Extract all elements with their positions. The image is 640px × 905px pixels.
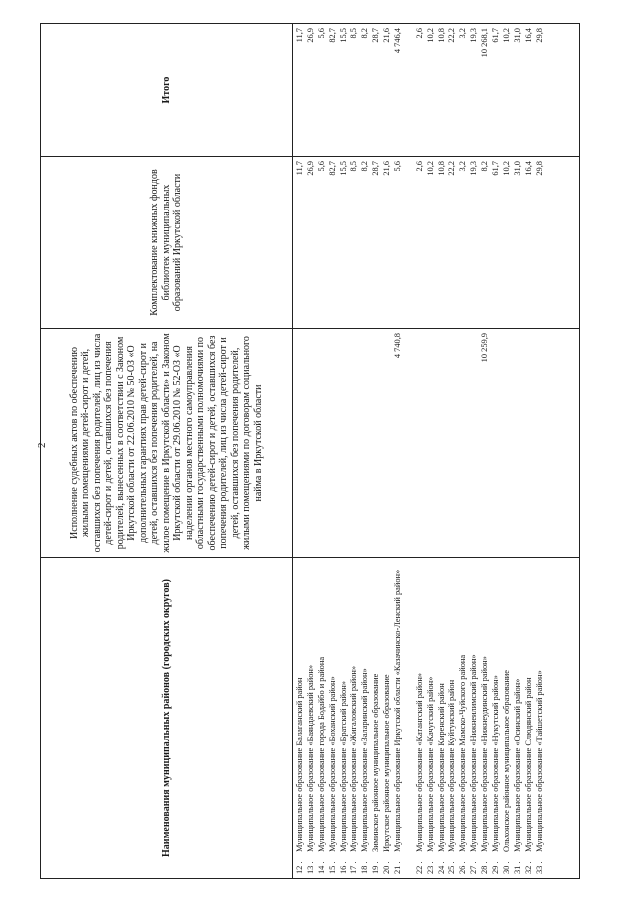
data-row [293,24,580,879]
book-funds-cell [513,161,524,324]
total-cell [513,28,524,152]
book-funds-cell [371,161,382,324]
total-value: 21,6 [382,28,392,43]
book-funds-cell [393,161,415,324]
total-cell [360,28,371,152]
book-funds-column [293,157,580,329]
row-number: 18 . [360,861,370,874]
municipality-name: Муниципальное образование «Нижнеилимский район» [469,654,479,852]
municipality-row [437,562,448,874]
municipality-name: Муниципальное образование «Качугский район» [425,676,435,852]
total-value: 8,5 [349,28,359,39]
municipality-row [317,562,328,874]
court-acts-cell [306,333,317,553]
book-funds-cell [437,161,448,324]
court-acts-value: 10 259,9 [480,333,490,363]
court-acts-cell [535,333,546,553]
court-acts-cell [295,333,306,553]
total-value: 19,3 [469,28,479,43]
municipality-name: Муниципальное образование Балаганский район [295,677,304,852]
row-number: 19 . [371,861,381,874]
court-acts-cell [426,333,437,553]
municipality-name: Муниципальное образование «Катангский район» [414,673,424,852]
municipality-row [491,562,502,874]
total-cell [469,28,480,152]
court-acts-cell [502,333,513,553]
row-number: 33 . [534,861,544,874]
court-acts-cell [480,333,491,553]
municipality-row [524,562,535,874]
book-funds-value: 28,7 [371,161,381,176]
book-funds-cell [535,161,546,324]
book-funds-cell [328,161,339,324]
book-funds-value: 22,2 [447,161,457,176]
book-funds-value: 82,7 [327,161,337,176]
book-funds-cell [415,161,426,324]
court-acts-cell [415,333,426,553]
municipality-row [349,562,360,874]
court-acts-cell [437,333,448,553]
municipality-row [513,562,524,874]
row-number: 15 . [327,861,337,874]
book-funds-cell [447,161,458,324]
court-acts-cell [393,333,415,553]
rotated-table-area [40,24,580,879]
court-acts-cell [317,333,328,553]
book-funds-cell [480,161,491,324]
total-cell [317,28,328,152]
total-value: 2,6 [414,28,424,39]
header-municipality: Наименования муниципальных районов (городских округов) [41,558,293,879]
row-number: 20 . [382,861,392,874]
total-value: 10,2 [425,28,435,43]
total-value: 8,2 [360,28,370,39]
book-funds-value: 31,0 [512,161,522,176]
book-funds-value: 3,2 [458,161,468,172]
municipality-name: Муниципальное образование «Братский район» [338,681,348,852]
book-funds-cell [295,161,306,324]
municipality-name: Муниципальное образование «Осинский район» [512,678,522,852]
municipality-row [371,562,382,874]
book-funds-value: 15,5 [338,161,348,176]
book-funds-value: 21,6 [382,161,392,176]
total-cell [437,28,448,152]
court-acts-cell [491,333,502,553]
municipality-name: Муниципальное образование «Жигаловский район» [349,665,359,852]
book-funds-value: 8,2 [480,161,490,172]
row-number: 27 . [469,861,479,874]
row-number: 30 . [501,861,511,874]
page-number: 2 [36,442,48,448]
court-acts-cell [469,333,480,553]
total-cell [339,28,350,152]
municipality-name: Ольхонское районное муниципальное образование [501,670,511,852]
row-number: 12 . [295,861,304,874]
total-value: 10 268,1 [480,28,490,58]
municipality-name: Иркутское районное муниципальное образование [382,674,392,852]
total-value: 22,2 [447,28,457,43]
total-cell [447,28,458,152]
court-acts-cell [328,333,339,553]
row-number: 26 . [458,861,468,874]
book-funds-cell [502,161,513,324]
book-funds-cell [426,161,437,324]
book-funds-value: 5,6 [316,161,326,172]
court-acts-cell [360,333,371,553]
total-cell [524,28,535,152]
total-cell [502,28,513,152]
book-funds-value: 26,9 [305,161,315,176]
municipality-row [295,562,306,874]
total-cell [328,28,339,152]
municipality-row [339,562,350,874]
total-value: 10,8 [436,28,446,43]
court-acts-cell [458,333,469,553]
municipality-name: Муниципальное образование «Заларинский район» [360,668,370,852]
court-acts-cell [339,333,350,553]
book-funds-value: 5,6 [393,161,403,172]
total-cell [426,28,437,152]
book-funds-cell [524,161,535,324]
row-number: 28 . [480,861,490,874]
book-funds-cell [360,161,371,324]
municipality-row [447,562,458,874]
total-cell [535,28,546,152]
municipality-name: Муниципальное образование Слюдянский район [523,677,533,852]
budget-table [40,23,580,879]
municipality-column [293,558,580,879]
total-value: 82,7 [327,28,337,43]
municipality-row [306,562,317,874]
total-value: 61,7 [491,28,501,43]
header-court-acts: Исполнение судебных актов по обеспечению жилыми помещениями детей-сирот и детей, оставшихся без попечения родителей, лиц из числа детей-сирот и детей, оставшихся без попечения родителей, вынесенных в соответствии с Законом Иркутской области от 22.06.2010 № 50-ОЗ «О дополнительных гарантиях прав детей-сирот и детей, оставшихся без попечения родителей, на жилое помещение в Иркутской области» и Законом Иркутской области от 29.06.2010 № 52-ОЗ «О наделении органов местного самоуправления областными государственными полномочиями по обеспечению детей-сирот и детей, оставшихся без попечения родителей, лиц из числа детей-сирот и детей, оставшихся без попечения родителей, жилыми помещениями по договорам социального найма в Иркутской области [41,329,293,558]
book-funds-cell [382,161,393,324]
row-number: 16 . [338,861,348,874]
book-funds-cell [317,161,328,324]
row-number: 14 . [316,861,326,874]
court-acts-cell [513,333,524,553]
total-column [293,24,580,157]
row-number: 31 . [512,861,522,874]
header-book-funds: Комплектование книжных фондов библиотек муниципальных образований Иркутской области [41,157,293,329]
row-number: 17 . [349,861,359,874]
total-cell [393,28,415,152]
municipality-row [415,562,426,874]
court-acts-cell [447,333,458,553]
book-funds-value: 29,8 [534,161,544,176]
book-funds-value: 8,2 [360,161,370,172]
municipality-row [382,562,393,874]
court-acts-value: 4 740,8 [393,333,403,359]
total-cell [295,28,306,152]
municipality-row [426,562,437,874]
total-value: 16,4 [523,28,533,43]
municipality-row [469,562,480,874]
court-acts-cell [371,333,382,553]
municipality-row [480,562,491,874]
court-acts-cell [524,333,535,553]
row-number: 25 . [447,861,457,874]
municipality-row [328,562,339,874]
row-number: 21 . [393,861,403,874]
book-funds-cell [491,161,502,324]
total-value: 31,0 [512,28,522,43]
court-acts-column [293,329,580,558]
book-funds-value: 16,4 [523,161,533,176]
book-funds-value: 19,3 [469,161,479,176]
row-number: 13 . [305,861,315,874]
book-funds-value: 8,5 [349,161,359,172]
municipality-name: Муниципальное образование «Боханский район» [327,676,337,852]
municipality-name: Муниципальное образование Киренский район [436,683,446,852]
total-value: 10,2 [501,28,511,43]
total-value: 15,5 [338,28,348,43]
municipality-row [458,562,469,874]
book-funds-value: 2,6 [414,161,424,172]
total-value: 26,9 [305,28,315,43]
book-funds-value: 10,8 [436,161,446,176]
total-cell [382,28,393,152]
header-row [41,24,293,879]
municipality-row [502,562,513,874]
municipality-name: Муниципальное образование «Нижнеудинский район» [480,656,490,852]
municipality-row [535,562,546,874]
total-cell [349,28,360,152]
municipality-name: Муниципальное образование Иркутской области «Казачинско-Ленский район» [393,569,403,852]
municipality-name: Муниципальное образование «Баяндаевский район» [305,664,315,852]
total-cell [415,28,426,152]
book-funds-value: 10,2 [425,161,435,176]
row-number: 32 . [523,861,533,874]
municipality-row [393,562,415,874]
total-value: 5,6 [316,28,326,39]
total-cell [458,28,469,152]
book-funds-cell [339,161,350,324]
book-funds-cell [306,161,317,324]
row-number: 29 . [491,861,501,874]
row-number: 24 . [436,861,446,874]
total-cell [480,28,491,152]
row-number: 22 . [414,861,424,874]
total-value: 28,7 [371,28,381,43]
municipality-name: Муниципальное образование города Бодайбо и района [316,656,326,852]
row-number: 23 . [425,861,435,874]
municipality-name: Зиминское районное муниципальное образование [371,673,381,852]
total-cell [491,28,502,152]
total-value: 4 746,4 [393,28,403,54]
total-cell [371,28,382,152]
book-funds-value: 10,2 [501,161,511,176]
book-funds-cell [469,161,480,324]
book-funds-cell [349,161,360,324]
book-funds-value: 61,7 [491,161,501,176]
total-value: 3,2 [458,28,468,39]
total-value: 11,7 [295,28,304,43]
municipality-name: Муниципальное образование «Нукутский район» [491,675,501,852]
book-funds-cell [458,161,469,324]
total-value: 29,8 [534,28,544,43]
total-cell [306,28,317,152]
municipality-name: Муниципальное образование Мамско-Чуйского района [458,654,468,852]
header-total: Итого [41,24,293,157]
municipality-row [360,562,371,874]
municipality-name: Муниципальное образование «Тайшетский район» [534,670,544,852]
court-acts-cell [349,333,360,553]
book-funds-value: 11,7 [295,161,304,176]
municipality-name: Муниципальное образование Куйтунский район [447,679,457,852]
court-acts-cell [382,333,393,553]
